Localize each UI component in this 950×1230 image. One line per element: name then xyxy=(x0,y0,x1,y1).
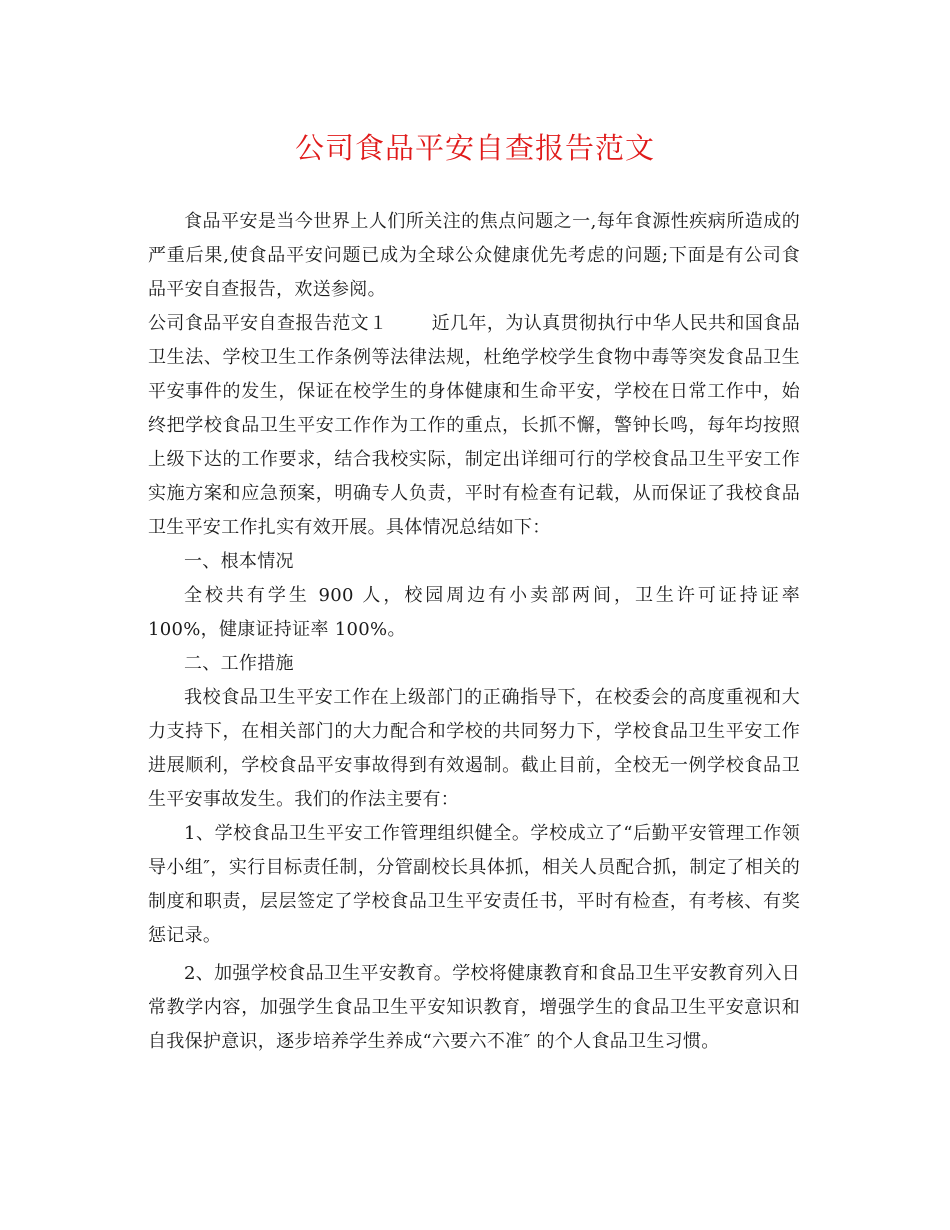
document-title: 公司食品平安自查报告范文 xyxy=(294,131,655,165)
measure-item-2: 2、加强学校食品卫生平安教育。学校将健康教育和食品卫生平安教育列入日常教学内容，加强学生食品卫生平安知识教育，增强学生的食品卫生平安意识和自我保护意识，逐步培养学生养成“六要六不准″ 的个人食品卫生习惯。 xyxy=(148,963,800,1052)
section1-heading: 一、根本情况 xyxy=(184,551,294,572)
sample-paragraph xyxy=(148,307,800,545)
document-body xyxy=(148,205,800,1059)
section2-heading: 二、工作措施 xyxy=(184,653,294,674)
sample-intro-text: 近几年，为认真贯彻执行中华人民共和国食品卫生法、学校卫生工作条例等法律法规，杜绝学校学生食物中毒等突发食品卫生平安事件的发生，保证在校学生的身体健康和生命平安，学校在日常工作中，始终把学校食品卫生平安工作作为工作的重点，长抓不懈，警钟长鸣，每年均按照上级下达的工作要求，结合我校实际，制定出详细可行的学校食品卫生平安工作实施方案和应急预案，明确专人负责，平时有检查有记载，从而保证了我校食品卫生平安工作扎实有效开展。具体情况总结如下： xyxy=(148,313,800,538)
measure-item-1: 1、学校食品卫生平安工作管理组织健全。学校成立了“后勤平安管理工作领导小组″，实行目标责任制，分管副校长具体抓，相关人员配合抓，制定了相关的制度和职责，层层签定了学校食品卫生平安责任书，平时有检查，有考核、有奖惩记录。 xyxy=(148,823,800,946)
intro-paragraph: 食品平安是当今世界上人们所关注的焦点问题之一,每年食源性疾病所造成的严重后果,使食品平安问题已成为全球公众健康优先考虑的问题;下面是有公司食品平安自查报告，欢送参阅。 xyxy=(148,211,800,300)
section2-paragraph: 我校食品卫生平安工作在上级部门的正确指导下，在校委会的高度重视和大力支持下，在相关部门的大力配合和学校的共同努力下，学校食品卫生平安工作进展顺利，学校食品平安事故得到有效遏制。截止目前，全校无一例学校食品卫生平安事故发生。我们的作法主要有： xyxy=(148,687,800,810)
sample-heading: 公司食品平安自查报告范文１ xyxy=(148,313,388,334)
section1-paragraph: 全校共有学生 900 人，校园周边有小卖部两间，卫生许可证持证率 100%，健康证持证率 100%。 xyxy=(148,585,800,640)
